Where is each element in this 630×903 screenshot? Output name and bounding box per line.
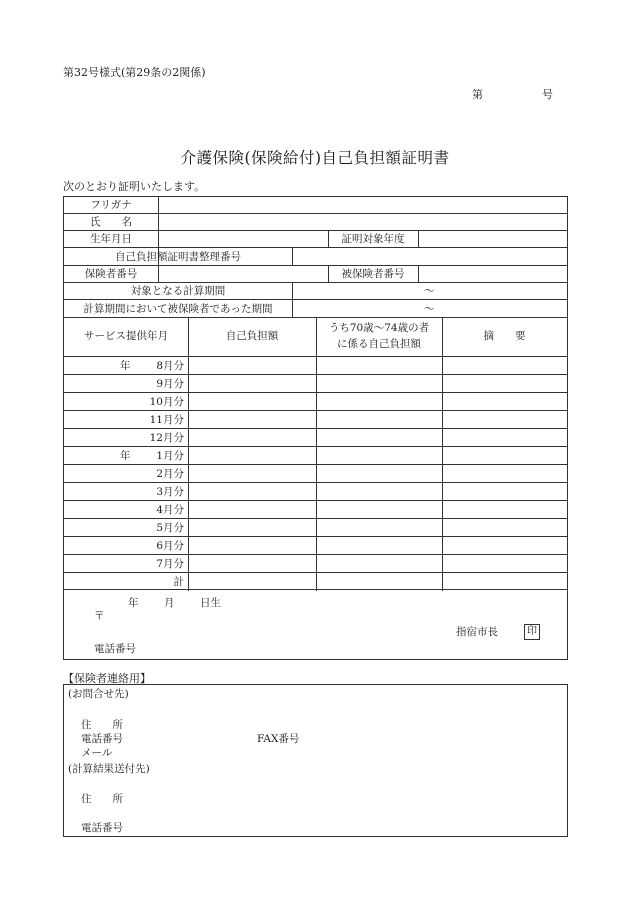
- column-line: [442, 317, 443, 591]
- certificate-form: [63, 196, 568, 590]
- postal-mark: 〒: [94, 610, 105, 622]
- month-label: 7月分: [156, 558, 184, 570]
- insured-period-label: 計算期間において被保険者であった期間: [83, 303, 273, 315]
- seal-stamp: 印: [524, 624, 540, 640]
- footer-year: 年: [128, 597, 139, 609]
- header-age-copay-line1: うち70歳～74歳の者: [328, 322, 430, 334]
- inquiry-label: (お問合せ先): [68, 688, 129, 700]
- column-line: [292, 282, 293, 317]
- document-number-prefix: 第: [472, 88, 483, 101]
- header-age-copay-line2: に係る自己負担額: [337, 338, 421, 350]
- header-remarks: 摘 要: [483, 330, 526, 342]
- month-label: 5月分: [156, 522, 184, 534]
- month-label: 4月分: [156, 504, 184, 516]
- cert-number-label: 自己負担額証明書整理番号: [115, 251, 241, 263]
- header-copay: 自己負担額: [225, 330, 279, 342]
- result-phone-label: 電話番号: [81, 822, 123, 834]
- header-service-month: サービス提供年月: [84, 330, 168, 342]
- footer-month: 月: [164, 597, 175, 609]
- month-label: 8月分: [156, 360, 184, 372]
- month-label: 9月分: [156, 378, 184, 390]
- column-line: [316, 317, 317, 591]
- furigana-label: フリガナ: [90, 199, 132, 211]
- column-line: [418, 230, 419, 247]
- month-label: 12月分: [149, 432, 184, 444]
- footer-day: 日生: [200, 597, 221, 609]
- row-line: [64, 265, 567, 266]
- contact-section-title: 【保険者連絡用】: [63, 672, 151, 685]
- intro-text: 次のとおり証明いたします。: [63, 180, 206, 193]
- name-label: 氏 名: [90, 216, 132, 228]
- row-line: [64, 230, 567, 231]
- month-label: 1月分: [156, 450, 184, 462]
- insured-number-label: 被保険者番号: [341, 268, 405, 280]
- row-line: [64, 213, 567, 214]
- row-line: [64, 247, 567, 248]
- column-line: [158, 265, 159, 282]
- month-label: 3月分: [156, 486, 184, 498]
- total-label: 計: [173, 576, 184, 588]
- column-line: [188, 317, 189, 591]
- month-label: 10月分: [149, 396, 184, 408]
- column-line: [292, 247, 293, 265]
- document-title: 介護保険(保険給付)自己負担額証明書: [180, 149, 450, 167]
- row-line: [64, 282, 567, 283]
- year-label: 年: [120, 450, 131, 462]
- certification-area: [63, 590, 568, 660]
- footer-phone-label: 電話番号: [94, 643, 136, 655]
- cert-year-label: 証明対象年度: [341, 233, 405, 245]
- form-code: 第32号様式(第29条の2関係): [63, 66, 206, 79]
- result-destination-label: (計算結果送付先): [68, 763, 150, 775]
- birth-date-label: 生年月日: [90, 233, 132, 245]
- calc-period-label: 対象となる計算期間: [130, 285, 226, 297]
- inquiry-fax-label: FAX番号: [257, 733, 300, 745]
- inquiry-phone-label: 電話番号: [81, 733, 123, 745]
- mayor-label: 指宿市長: [456, 626, 498, 638]
- month-label: 6月分: [156, 540, 184, 552]
- year-label: 年: [120, 360, 131, 372]
- month-label: 2月分: [156, 468, 184, 480]
- month-label: 11月分: [149, 414, 184, 426]
- calc-period-tilde: ～: [424, 285, 435, 297]
- result-address-label: 住 所: [81, 793, 123, 805]
- inquiry-mail-label: メール: [81, 747, 113, 759]
- row-line: [64, 299, 567, 300]
- contact-box: [63, 684, 568, 837]
- document-number-suffix: 号: [542, 88, 553, 101]
- inquiry-address-label: 住 所: [81, 719, 123, 731]
- insured-period-tilde: ～: [424, 303, 435, 315]
- column-line: [418, 265, 419, 282]
- insurer-number-label: 保険者番号: [84, 268, 138, 280]
